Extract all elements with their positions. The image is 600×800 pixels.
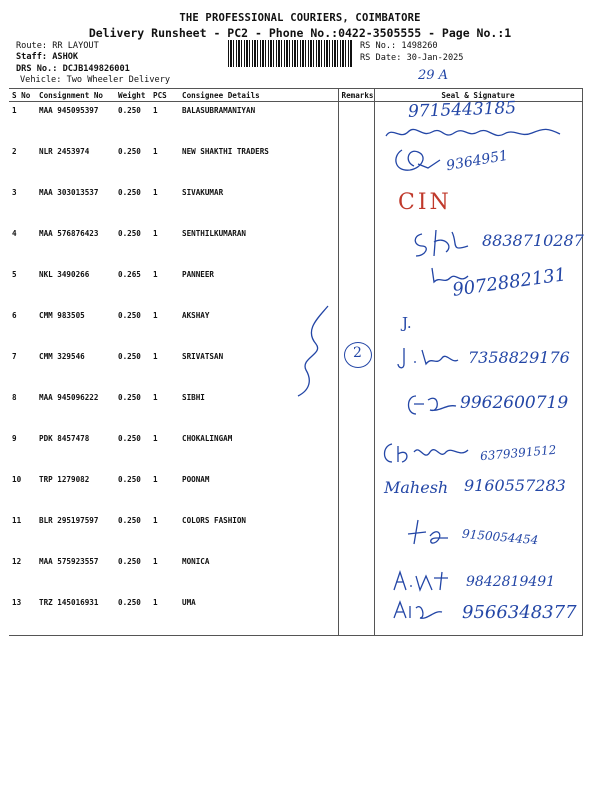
row-remarks xyxy=(338,266,374,307)
handwritten-signature-row11 xyxy=(404,516,454,552)
row-consignee: POONAM xyxy=(182,475,210,484)
row-consignment-no: NLR 2453974 xyxy=(39,147,90,156)
row-consignee: UMA xyxy=(179,594,338,636)
row-consignee: SRIVATSAN xyxy=(182,352,224,361)
row-remarks xyxy=(338,184,374,225)
row-sno: 7 xyxy=(12,352,17,361)
col-header-remarks: Remarks xyxy=(338,89,374,102)
handwritten-mark-row6: J. xyxy=(402,314,412,332)
col-header-consignment: Consignment No xyxy=(36,89,115,102)
handwritten-phone-row8: 9962600719 xyxy=(460,393,569,413)
row-consignee: COLORS FASHION xyxy=(182,516,247,525)
row-sno: 9 xyxy=(12,434,17,443)
handwritten-phone-row7: 7358829176 xyxy=(468,348,570,367)
row-pcs: 1 xyxy=(153,188,158,197)
row-sno: 11 xyxy=(12,516,22,525)
row-weight: 0.250 xyxy=(118,311,141,320)
handwritten-signature-row13b xyxy=(386,598,446,624)
table-row xyxy=(9,184,582,225)
row-remarks xyxy=(338,225,374,266)
row-consignment-no: BLR 295197597 xyxy=(39,516,99,525)
handwritten-phone-row11: 9150054454 xyxy=(461,526,539,548)
rs-date: RS Date: 30-Jan-2025 xyxy=(360,53,464,63)
handwritten-phone-row5: 9072882131 xyxy=(451,264,568,301)
row-pcs: 1 xyxy=(153,106,158,115)
row-remarks xyxy=(338,512,374,553)
col-header-sno: S No xyxy=(9,89,36,102)
handwritten-bracket-stroke xyxy=(290,300,340,400)
row-consignee: BALASUBRAMANIYAN xyxy=(182,106,256,115)
row-consignment-no: TRP 1279082 xyxy=(39,475,90,484)
handwritten-signature-row7 xyxy=(396,344,466,372)
handwritten-phone-row4: 8838710287 xyxy=(482,231,584,250)
route-label: Route: RR LAYOUT xyxy=(16,41,99,51)
row-consignee: SIVAKUMAR xyxy=(182,188,224,197)
row-consignment-no: CMM 329546 xyxy=(39,352,85,361)
row-consignee: NEW SHAKTHI TRADERS xyxy=(182,147,269,156)
handwritten-phone-row10: 9160557283 xyxy=(464,476,566,495)
row-consignee: AKSHAY xyxy=(182,311,210,320)
handwritten-circle-number: 2 xyxy=(353,345,362,361)
handwritten-signature-row1 xyxy=(382,122,572,144)
row-weight: 0.250 xyxy=(118,557,141,566)
rs-number: RS No.: 1498260 xyxy=(360,41,438,51)
row-sno: 1 xyxy=(12,106,17,115)
col-header-consignee: Consignee Details xyxy=(179,89,338,102)
handwritten-signature-row4 xyxy=(410,226,480,262)
row-pcs: 1 xyxy=(153,557,158,566)
row-weight: 0.250 xyxy=(118,229,141,238)
row-pcs: 1 xyxy=(150,594,179,636)
handwritten-circle-row7 xyxy=(344,342,372,368)
row-sno: 10 xyxy=(12,475,22,484)
row-pcs: 1 xyxy=(153,147,158,156)
row-consignment-no: MAA 945096222 xyxy=(39,393,99,402)
row-weight: 0.250 xyxy=(118,393,141,402)
row-remarks xyxy=(338,143,374,184)
row-consignment-no: MAA 303013537 xyxy=(39,188,99,197)
row-sno: 8 xyxy=(12,393,17,402)
row-consignment-no: MAA 575923557 xyxy=(39,557,99,566)
row-weight: 0.250 xyxy=(118,106,141,115)
row-weight: 0.250 xyxy=(118,147,141,156)
row-consignee: PANNEER xyxy=(182,270,215,279)
row-weight: 0.250 xyxy=(118,475,141,484)
handwritten-mark-row3: CIN xyxy=(398,190,452,215)
handwritten-phone-row13b: 9566348377 xyxy=(462,602,577,623)
row-pcs: 1 xyxy=(153,475,158,484)
row-weight: 0.250 xyxy=(115,594,150,636)
row-weight: 0.250 xyxy=(118,188,141,197)
row-pcs: 1 xyxy=(153,229,158,238)
row-consignment-no: MAA 945095397 xyxy=(39,106,99,115)
row-pcs: 1 xyxy=(153,393,158,402)
col-header-weight: Weight xyxy=(115,89,150,102)
row-pcs: 1 xyxy=(153,516,158,525)
row-consignee: MONICA xyxy=(182,557,210,566)
row-sno: 12 xyxy=(12,557,22,566)
row-remarks xyxy=(338,102,374,144)
row-sno: 2 xyxy=(12,147,17,156)
company-title: THE PROFESSIONAL COURIERS, COIMBATORE xyxy=(179,12,421,24)
handwritten-signature-row8 xyxy=(400,390,460,420)
row-sno: 6 xyxy=(12,311,17,320)
row-consignee: SIBHI xyxy=(182,393,205,402)
vehicle-label: Vehicle: Two Wheeler Delivery xyxy=(20,75,171,85)
row-sno: 13 xyxy=(9,594,36,636)
col-header-seal: Seal & Signature xyxy=(374,89,582,102)
runsheet-subtitle: Delivery Runsheet - PC2 - Phone No.:0422-3505555 - Page No.:1 xyxy=(88,26,512,40)
row-weight: 0.250 xyxy=(118,516,141,525)
row-weight: 0.250 xyxy=(118,352,141,361)
barcode xyxy=(228,40,353,67)
handwritten-signature-row2 xyxy=(388,146,448,176)
handwritten-phone-row9: 6379391512 xyxy=(479,442,557,464)
col-header-pcs: PCS xyxy=(150,89,179,102)
row-remarks xyxy=(338,430,374,471)
row-consignment-no: MAA 576876423 xyxy=(39,229,99,238)
handwritten-phone-row1: 9715443185 xyxy=(407,98,517,122)
handwritten-phone-row2: 9364951 xyxy=(445,147,510,175)
staff-label: Staff: ASHOK xyxy=(16,52,79,62)
row-remarks xyxy=(338,553,374,594)
row-pcs: 1 xyxy=(153,352,158,361)
handwritten-top-note: 29 A xyxy=(418,68,449,83)
row-weight: 0.265 xyxy=(118,270,141,279)
handwritten-signature-row13a xyxy=(390,568,460,594)
row-remarks xyxy=(338,389,374,430)
row-weight: 0.250 xyxy=(118,434,141,443)
row-sno: 5 xyxy=(12,270,17,279)
row-remarks xyxy=(338,471,374,512)
row-pcs: 1 xyxy=(153,434,158,443)
row-consignment-no: PDK 8457478 xyxy=(39,434,90,443)
row-consignment-no: CMM 983505 xyxy=(39,311,85,320)
row-pcs: 1 xyxy=(153,270,158,279)
row-pcs: 1 xyxy=(153,311,158,320)
handwritten-phone-row13a: 9842819491 xyxy=(466,574,556,590)
row-consignee: CHOKALINGAM xyxy=(182,434,233,443)
handwritten-signature-row9 xyxy=(380,440,475,470)
row-consignment-no: TRZ 145016931 xyxy=(36,594,115,636)
row-remarks xyxy=(338,594,374,636)
row-sno: 4 xyxy=(12,229,17,238)
row-consignee: SENTHILKUMARAN xyxy=(182,229,247,238)
drs-number: DRS No.: DCJB149826001 xyxy=(16,64,130,74)
row-sno: 3 xyxy=(12,188,17,197)
row-consignment-no: NKL 3490266 xyxy=(39,270,90,279)
handwritten-name-row10: Mahesh xyxy=(384,478,449,497)
